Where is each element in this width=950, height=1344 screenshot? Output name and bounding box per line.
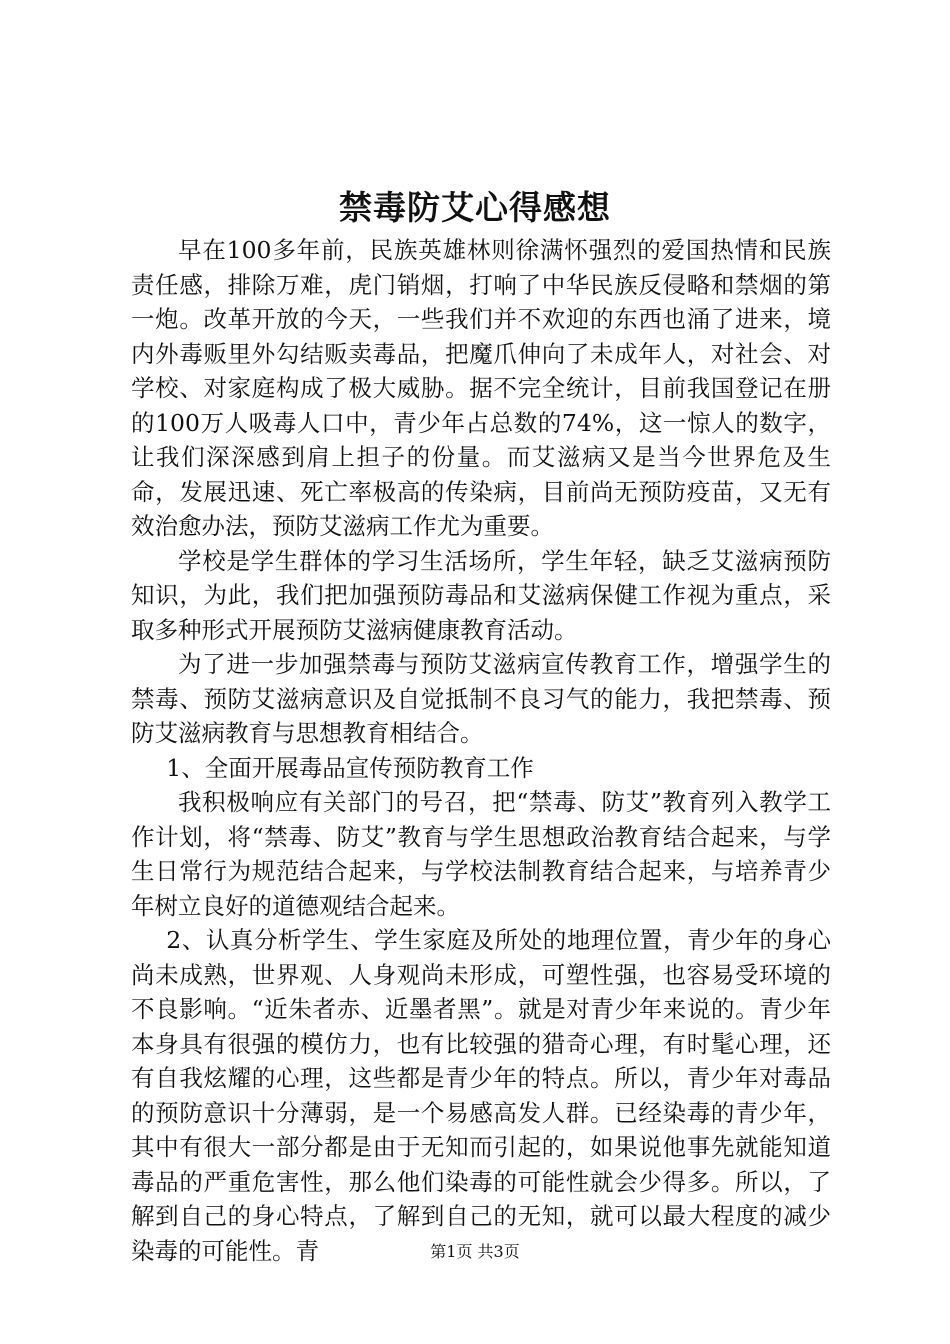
paragraph-section-1: 我积极响应有关部门的号召，把“禁毒、防艾”教育列入教学工作计划，将“禁毒、防艾”教育与学生思想政治教育结合起来，与学生日常行为规范结合起来，与学校法制教育结合起来，与培养青少年树立良好的道德观结合起来。	[131, 788, 831, 920]
paragraph-strengthen: 为了进一步加强禁毒与预防艾滋病宣传教育工作，增强学生的禁毒、预防艾滋病意识及自觉抵制不良习气的能力，我把禁毒、预防艾滋病教育与思想教育相结合。	[131, 650, 831, 747]
section-heading-1: 1、全面开展毒品宣传预防教育工作	[166, 753, 534, 782]
paragraph-intro: 早在100多年前，民族英雄林则徐满怀强烈的爱国热情和民族责任感，排除万难，虎门销烟，打响了中华民族反侵略和禁烟的第一炮。改革开放的今天，一些我们并不欢迎的东西也涌了进来，境内外毒贩里外勾结贩卖毒品，把魔爪伸向了未成年人，对社会、对学校、对家庭构成了极大威胁。据不完全统计，目前我国登记在册的100万人吸毒人口中，青少年占总数的74%，这一惊人的数字，让我们深深感到肩上担子的份量。而艾滋病又是当今世界危及生命，发展迅速、死亡率极高的传染病，目前尚无预防疫苗，又无有效治愈办法，预防艾滋病工作尤为重要。	[131, 236, 831, 540]
paragraph-school: 学校是学生群体的学习生活场所，学生年轻，缺乏艾滋病预防知识，为此，我们把加强预防毒品和艾滋病保健工作视为重点，采取多种形式开展预防艾滋病健康教育活动。	[131, 546, 831, 644]
page-number-footer: 第1页 共3页	[430, 1242, 520, 1261]
paragraph-section-2: 2、认真分析学生、学生家庭及所处的地理位置，青少年的身心尚未成熟，世界观、人身观尚未形成，可塑性强，也容易受环境的不良影响。“近朱者赤、近墨者黑”。就是对青少年来说的。青少年本身具有很强的模仿力，也有比较强的猎奇心理，有时髦心理，还有自我炫耀的心理，这些都是青少年的特点。所以，青少年对毒品的预防意识十分薄弱，是一个易感高发人群。已经染毒的青少年，其中有很大一部分都是由于无知而引起的，如果说他事先就能知道毒品的严重危害性，那么他们染毒的可能性就会少得多。所以，了解到自己的身心特点，了解到自己的无知，就可以最大程度的减少染毒的可能性。青	[131, 926, 831, 1265]
document-title: 禁毒防艾心得感想	[339, 188, 611, 227]
document-body	[131, 233, 831, 1268]
